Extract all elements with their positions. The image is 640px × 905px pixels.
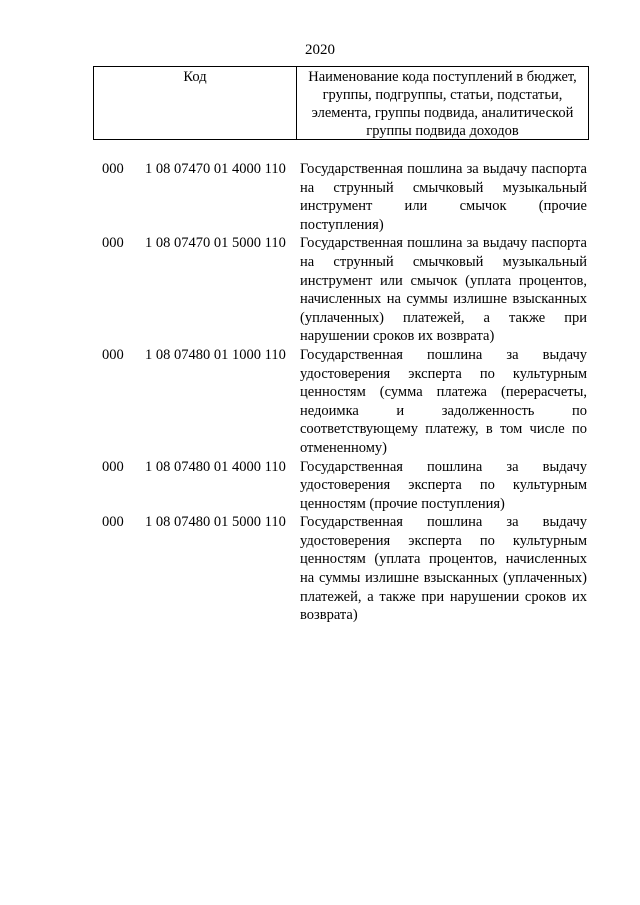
table-row <box>0 346 640 458</box>
row-revenue-code: 1 08 07480 01 1000 110 <box>145 346 286 363</box>
page-number: 2020 <box>305 42 335 58</box>
row-revenue-name: Государственная пошлина за выдачу паспорта на струнный смычковый музыкальный инструмент или смычок (уплата процентов, начисленных на суммы излишне взысканных (уплаченных) платежей, а также при нарушении сроков их возврата) <box>300 235 587 345</box>
table-row <box>0 513 640 625</box>
table-row <box>0 160 640 234</box>
code-list <box>0 160 640 625</box>
header-name-cell: Наименование кода поступлений в бюджет, группы, подгруппы, статьи, подстатьи, элемента, группы подвида, аналитической группы подвида доходов <box>308 69 577 139</box>
row-admin-code: 000 <box>102 161 124 177</box>
table-row <box>0 458 640 514</box>
table-row <box>0 234 640 346</box>
row-revenue-name: Государственная пошлина за выдачу удостоверения эксперта по культурным ценностям (сумма платежа (перерасчеты, недоимка и задолженность по соответствующему платежу, в том числе по отмененному) <box>300 346 587 456</box>
row-admin-code: 000 <box>102 235 124 252</box>
row-revenue-name: Государственная пошлина за выдачу удостоверения эксперта по культурным ценностям (уплата процентов, начисленных на суммы излишне взысканных (уплаченных) платежей, а также при нарушении сроков их возврата) <box>300 514 587 624</box>
row-revenue-name: Государственная пошлина за выдачу паспорта на струнный смычковый музыкальный инструмент или смычок (прочие поступления) <box>300 161 587 233</box>
header-code-cell: Код <box>94 67 297 139</box>
row-revenue-code: 1 08 07480 01 4000 110 <box>145 458 286 475</box>
row-admin-code: 000 <box>102 458 124 475</box>
table-header <box>93 66 589 140</box>
row-revenue-code: 1 08 07470 01 4000 110 <box>145 161 286 177</box>
row-revenue-code: 1 08 07480 01 5000 110 <box>145 514 286 531</box>
row-revenue-code: 1 08 07470 01 5000 110 <box>145 235 286 252</box>
row-admin-code: 000 <box>102 346 124 363</box>
row-admin-code: 000 <box>102 514 124 531</box>
row-revenue-name: Государственная пошлина за выдачу удостоверения эксперта по культурным ценностям (прочие поступления) <box>300 458 587 512</box>
